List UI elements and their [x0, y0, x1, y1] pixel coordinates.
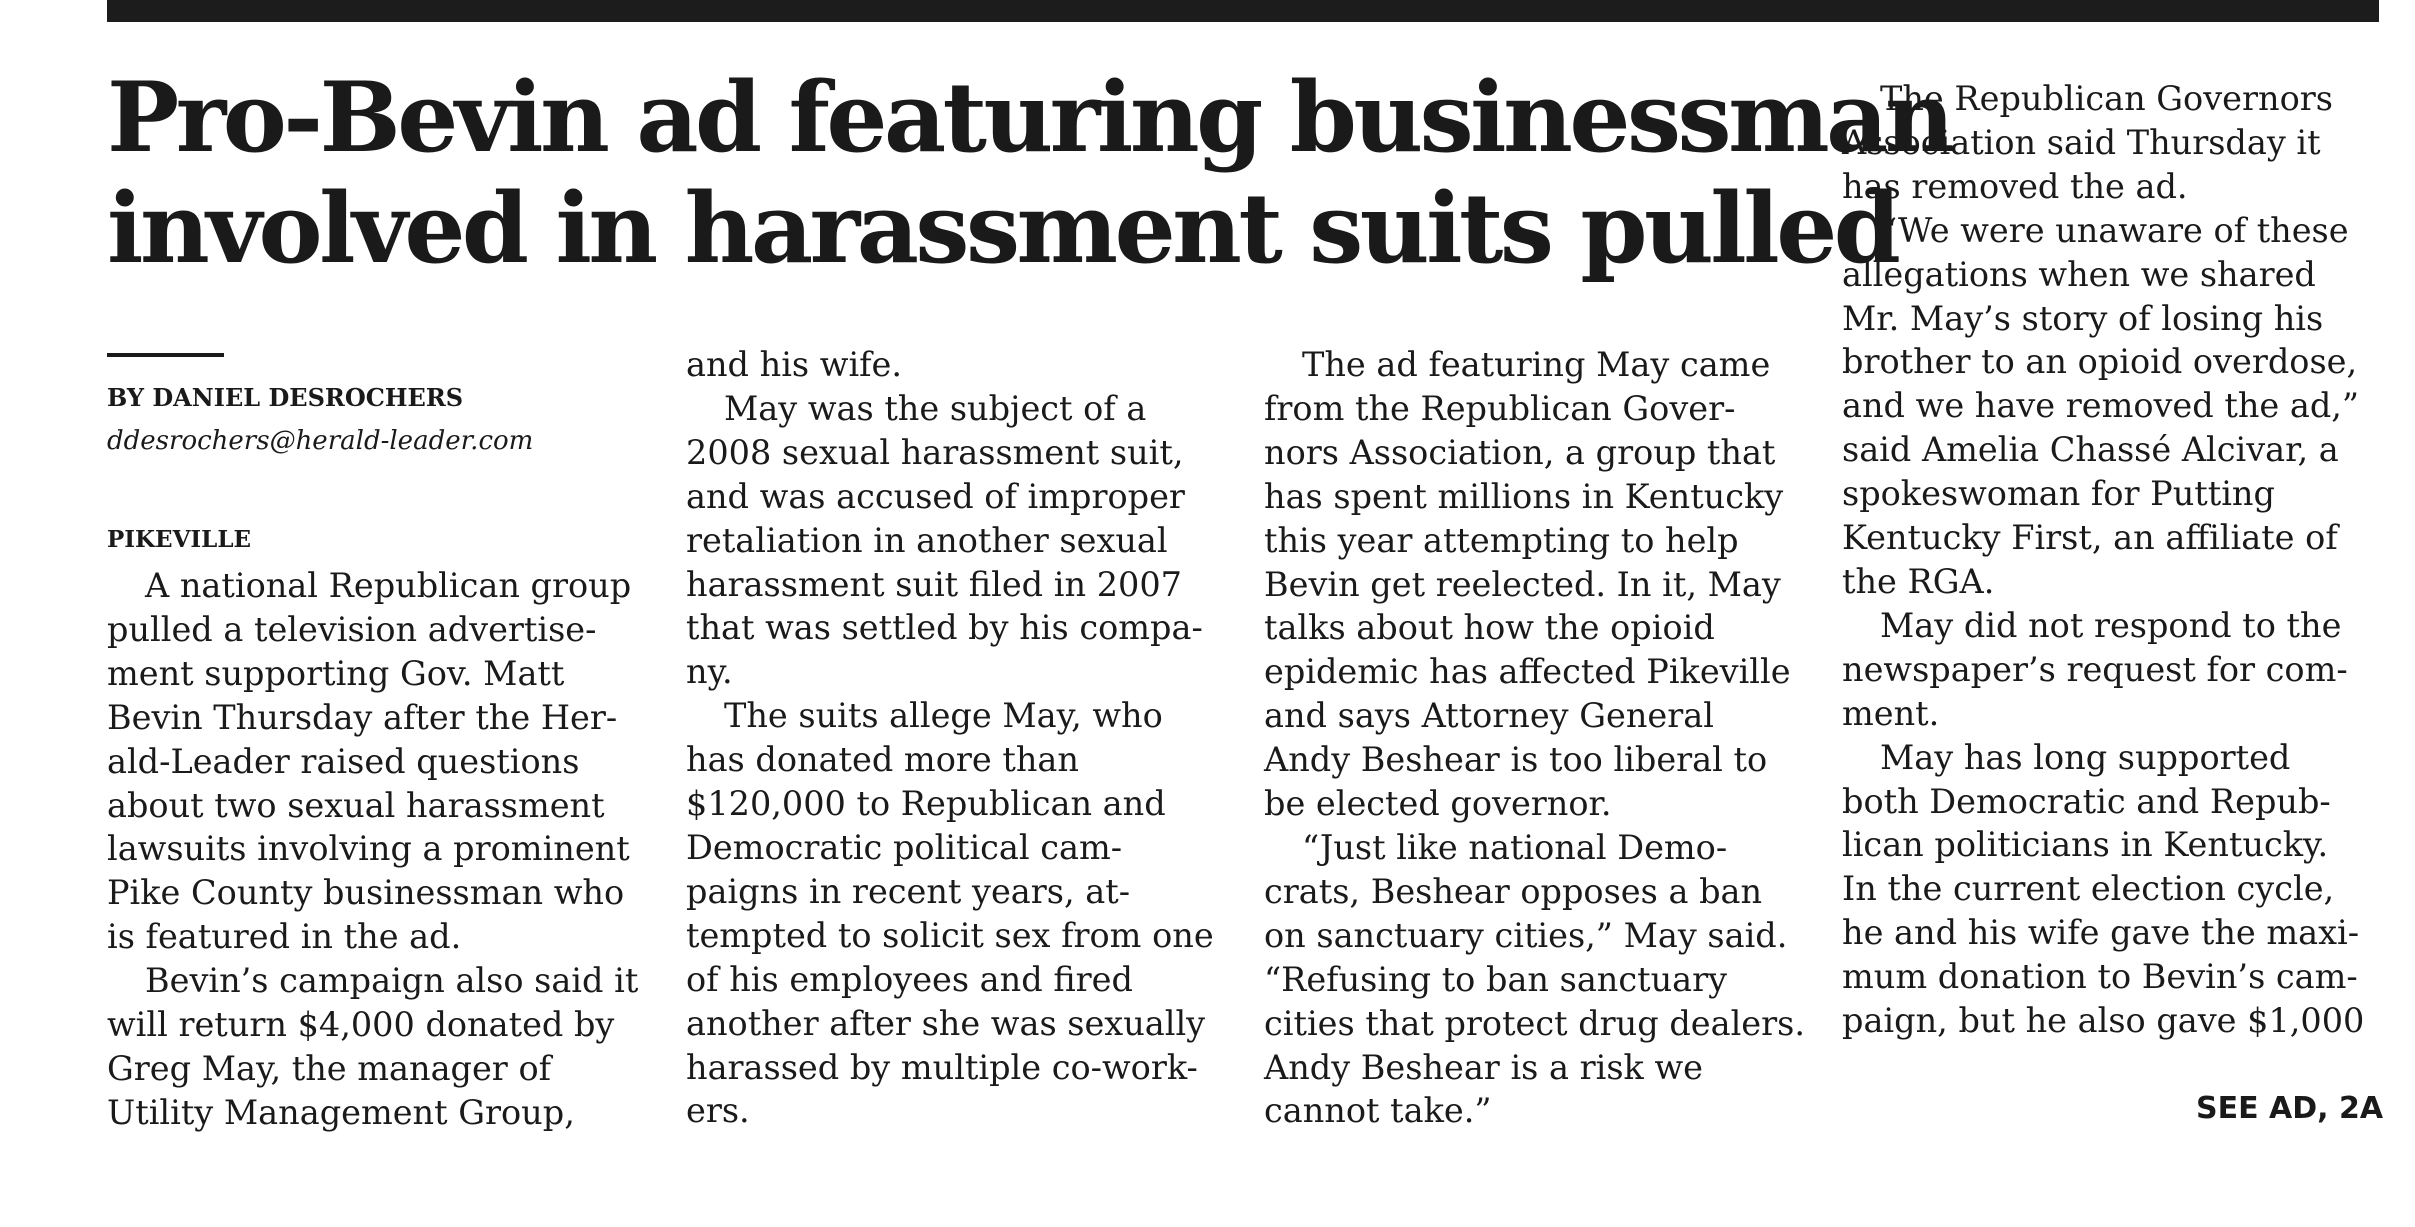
- text-line: Greg May, the manager of: [107, 1048, 552, 1088]
- text-line: allegations when we shared: [1842, 254, 2316, 294]
- text-line: epidemic has affected Pikeville: [1264, 652, 1791, 692]
- text-line: Utility Management Group,: [107, 1092, 575, 1132]
- text-line: pulled a television advertise-: [107, 609, 597, 649]
- text-line: newspaper’s request for com-: [1842, 649, 2348, 689]
- text-line: “We were unaware of these: [1880, 210, 2349, 250]
- text-line: Bevin Thursday after the Her-: [107, 697, 618, 737]
- text-line: talks about how the opioid: [1264, 608, 1715, 648]
- text-line: the RGA.: [1842, 561, 1995, 601]
- text-line: Bevin get reelected. In it, May: [1264, 564, 1781, 604]
- text-line: mum donation to Bevin’s cam-: [1842, 957, 2358, 997]
- text-line: on sanctuary cities,” May said.: [1264, 915, 1788, 955]
- text-line: lawsuits involving a prominent: [107, 829, 630, 869]
- author-email: ddesrochers@herald-leader.com: [107, 426, 534, 456]
- text-line: of his employees and fired: [686, 959, 1133, 999]
- text-line: Bevin’s campaign also said it: [145, 961, 639, 1001]
- text-line: cannot take.”: [1264, 1091, 1492, 1131]
- text-line: and we have removed the ad,”: [1842, 386, 2360, 426]
- text-line: May did not respond to the: [1880, 605, 2342, 645]
- text-line: The suits allege May, who: [724, 696, 1163, 736]
- text-line: from the Republican Gover-: [1264, 388, 1736, 428]
- text-line: paign, but he also gave $1,000: [1842, 1001, 2365, 1041]
- text-line: May has long supported: [1880, 737, 2291, 777]
- text-line: brother to an opioid overdose,: [1842, 342, 2358, 382]
- text-line: spokeswoman for Putting: [1842, 474, 2275, 514]
- byline: BY DANIEL DESROCHERS: [107, 383, 464, 412]
- headline-line: involved in harassment suits pulled: [107, 172, 1898, 285]
- text-line: he and his wife gave the maxi-: [1842, 913, 2360, 953]
- text-line: and was accused of improper: [686, 476, 1185, 516]
- top-rule: [107, 0, 2379, 22]
- text-line: $120,000 to Republican and: [686, 784, 1166, 824]
- article-column-4: [1842, 77, 2364, 1043]
- text-line: has removed the ad.: [1842, 166, 2188, 206]
- headline-line: Pro-Bevin ad featuring businessman: [107, 61, 1952, 174]
- text-line: retaliation in another sexual: [686, 520, 1168, 560]
- article-column-3: [1264, 343, 1805, 1133]
- text-line: Pike County businessman who: [107, 873, 625, 913]
- text-line: has donated more than: [686, 740, 1079, 780]
- text-line: “Just like national Demo-: [1302, 827, 1728, 867]
- text-line: has spent millions in Kentucky: [1264, 476, 1784, 516]
- text-line: harassment suit filed in 2007: [686, 564, 1182, 604]
- text-line: is featured in the ad.: [107, 917, 462, 957]
- text-line: paigns in recent years, at-: [686, 871, 1131, 911]
- text-line: May was the subject of a: [724, 388, 1147, 428]
- text-line: In the current election cycle,: [1842, 869, 2335, 909]
- text-line: crats, Beshear opposes a ban: [1264, 871, 1763, 911]
- text-line: cities that protect drug dealers.: [1264, 1003, 1805, 1043]
- text-line: be elected governor.: [1264, 784, 1612, 824]
- text-line: 2008 sexual harassment suit,: [686, 432, 1184, 472]
- text-line: that was settled by his compa-: [686, 608, 1203, 648]
- text-line: Andy Beshear is too liberal to: [1264, 740, 1768, 780]
- article-column-1: [107, 564, 638, 1135]
- text-line: Andy Beshear is a risk we: [1264, 1047, 1704, 1087]
- text-line: about two sexual harassment: [107, 785, 605, 825]
- text-line: tempted to solicit sex from one: [686, 915, 1214, 955]
- text-line: said Amelia Chassé Alcivar, a: [1842, 430, 2339, 470]
- dateline: PIKEVILLE: [107, 526, 252, 553]
- text-line: The Republican Governors: [1880, 79, 2333, 118]
- text-line: ald-Leader raised questions: [107, 741, 580, 781]
- text-line: and his wife.: [686, 345, 903, 384]
- byline-rule: [107, 353, 224, 357]
- text-line: Democratic political cam-: [686, 827, 1123, 867]
- text-line: both Democratic and Repub-: [1842, 781, 2331, 821]
- text-line: “Refusing to ban sanctuary: [1264, 959, 1728, 999]
- text-line: harassed by multiple co-work-: [686, 1047, 1198, 1087]
- text-line: ny.: [686, 652, 733, 692]
- text-line: nors Association, a group that: [1264, 432, 1776, 472]
- text-line: and says Attorney General: [1264, 696, 1714, 736]
- text-line: A national Republican group: [145, 566, 632, 605]
- text-line: ment.: [1842, 693, 1940, 733]
- text-line: Kentucky First, an affiliate of: [1842, 518, 2338, 558]
- text-line: Association said Thursday it: [1842, 122, 2321, 162]
- text-line: will return $4,000 donated by: [107, 1005, 615, 1045]
- jump-reference: SEE AD, 2A: [2196, 1091, 2384, 1126]
- headline: [107, 61, 1952, 285]
- text-line: this year attempting to help: [1264, 520, 1739, 560]
- text-line: ers.: [686, 1091, 750, 1131]
- text-line: The ad featuring May came: [1302, 345, 1771, 384]
- text-line: Mr. May’s story of losing his: [1842, 298, 2324, 338]
- text-line: ment supporting Gov. Matt: [107, 653, 565, 693]
- text-line: another after she was sexually: [686, 1003, 1206, 1043]
- article-column-2: [686, 343, 1214, 1133]
- text-line: lican politicians in Kentucky.: [1842, 825, 2329, 865]
